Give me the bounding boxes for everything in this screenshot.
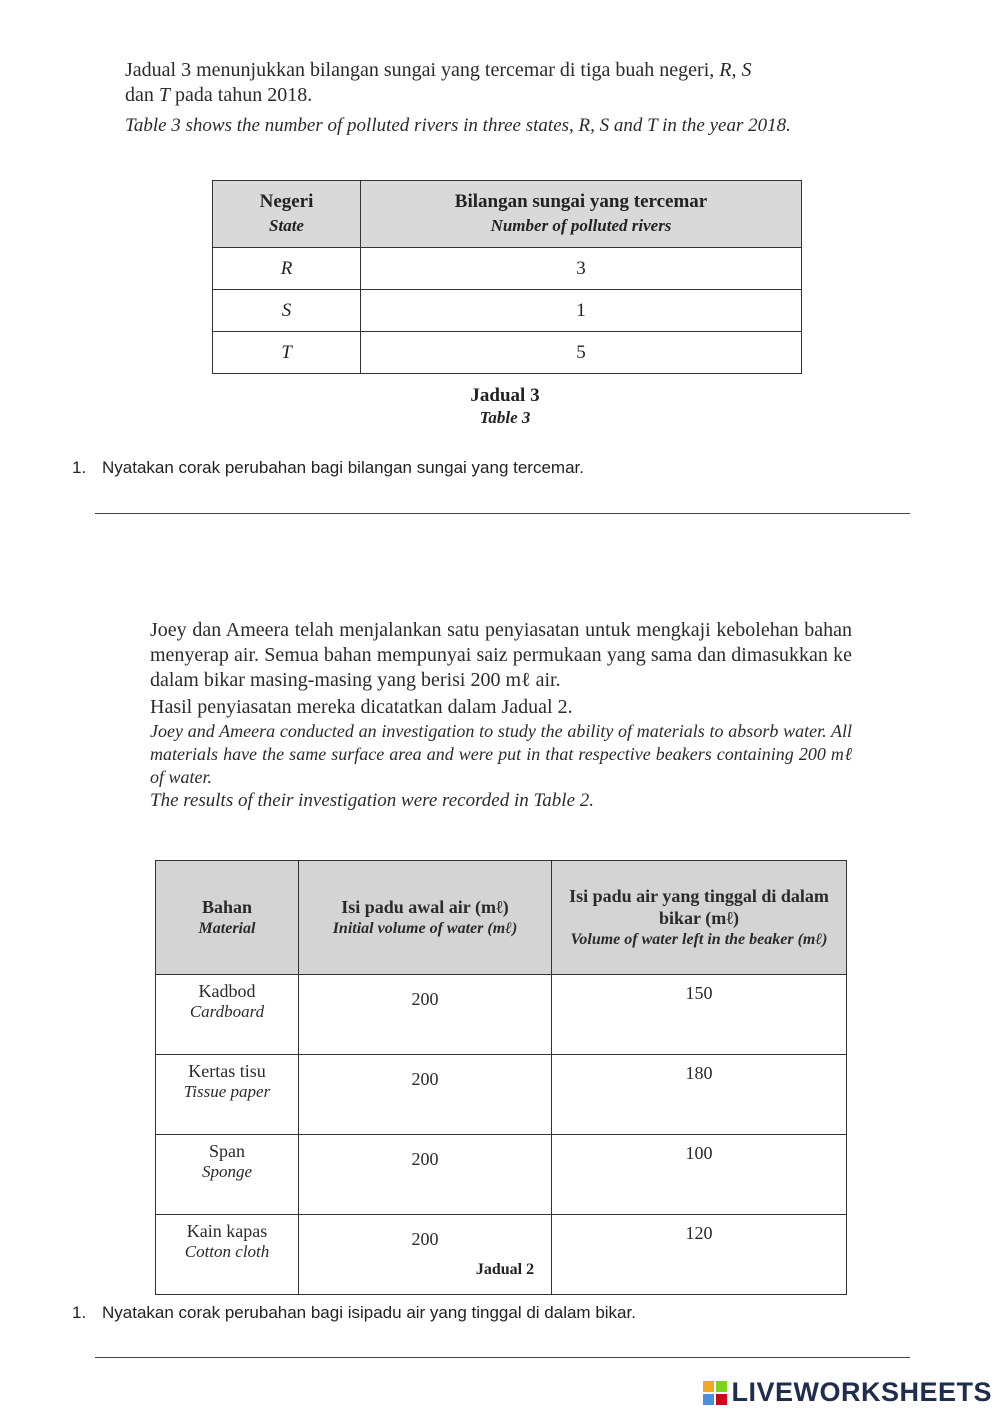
value-cell: 3 [361,248,802,290]
logo-text: LIVEWORKSHEETS [731,1377,992,1407]
table3-caption-ms: Jadual 3 [470,385,540,406]
passage-en: Joey and Ameera conducted an investigation to study the ability of materials to absorb water. All materials have the same surface area and were put in that respective beakers containing 200 mℓ of water. [150,721,852,787]
left-cell: 150 [552,975,847,1055]
intro-en: Table 3 shows the number of polluted rivers in three states, R, S and T in the year 2018. [125,115,791,136]
question-2: 1. Nyatakan corak perubahan bagi isipadu air yang tinggal di dalam bikar. [72,1303,636,1322]
header-state: Negeri State [213,181,361,248]
passage-en-2: The results of their investigation were recorded in Table 2. [150,790,595,811]
intro-paragraph-2 [150,618,852,812]
liveworksheets-logo[interactable] [703,1377,992,1408]
logo-square [703,1394,714,1405]
logo-grid-icon [703,1381,727,1405]
answer-line-1[interactable] [95,513,910,514]
intro-ms: Jadual 3 menunjukkan bilangan sungai yang tercemar di tiga buah negeri, R, S dan T pada tahun 2018. [125,59,752,106]
initial-cell: 200 [299,1135,552,1215]
table-2 [155,860,847,1295]
table-row [213,332,802,374]
logo-square [703,1381,714,1392]
value-cell: 5 [361,332,802,374]
answer-line-2[interactable] [95,1357,910,1358]
table-row [156,975,847,1055]
state-cell: T [213,332,361,374]
initial-cell: 200 [299,1055,552,1135]
left-cell: 120 [552,1215,847,1295]
state-cell: R [213,248,361,290]
table3-caption-en: Table 3 [479,408,531,427]
material-cell: Kain kapas Cotton cloth [156,1215,299,1295]
material-cell: Kadbod Cardboard [156,975,299,1055]
value-cell: 1 [361,290,802,332]
header-initial-volume: Isi padu awal air (mℓ) Initial volume of water (mℓ) [299,861,552,975]
table2-caption: Jadual 2 [475,1261,535,1278]
table-3 [212,180,802,374]
header-material: Bahan Material [156,861,299,975]
intro-paragraph-1 [125,58,895,137]
header-volume-left: Isi padu air yang tinggal di dalam bikar (mℓ) Volume of water left in the beaker (mℓ) [552,861,847,975]
state-cell: S [213,290,361,332]
left-cell: 100 [552,1135,847,1215]
initial-cell: 200 [299,975,552,1055]
table-row [156,1135,847,1215]
table-row [156,1215,847,1295]
material-cell: Span Sponge [156,1135,299,1215]
material-cell: Kertas tisu Tissue paper [156,1055,299,1135]
table-row [213,248,802,290]
left-cell: 180 [552,1055,847,1135]
logo-square [716,1381,727,1392]
table-row [156,1055,847,1135]
header-polluted-rivers: Bilangan sungai yang tercemar Number of polluted rivers [361,181,802,248]
question-1: 1. Nyatakan corak perubahan bagi bilangan sungai yang tercemar. [72,458,584,477]
passage-ms-2: Hasil penyiasatan mereka dicatatkan dalam Jadual 2. [150,696,573,718]
initial-cell: 200 [299,1215,552,1295]
logo-square [716,1394,727,1405]
passage-ms: Joey dan Ameera telah menjalankan satu penyiasatan untuk mengkaji kebolehan bahan menyerap air. Semua bahan mempunyai saiz permukaan yang sama dan dimasukkan ke dalam bikar masing-masing yang berisi 200 mℓ air. [150,619,852,691]
table-row [213,290,802,332]
